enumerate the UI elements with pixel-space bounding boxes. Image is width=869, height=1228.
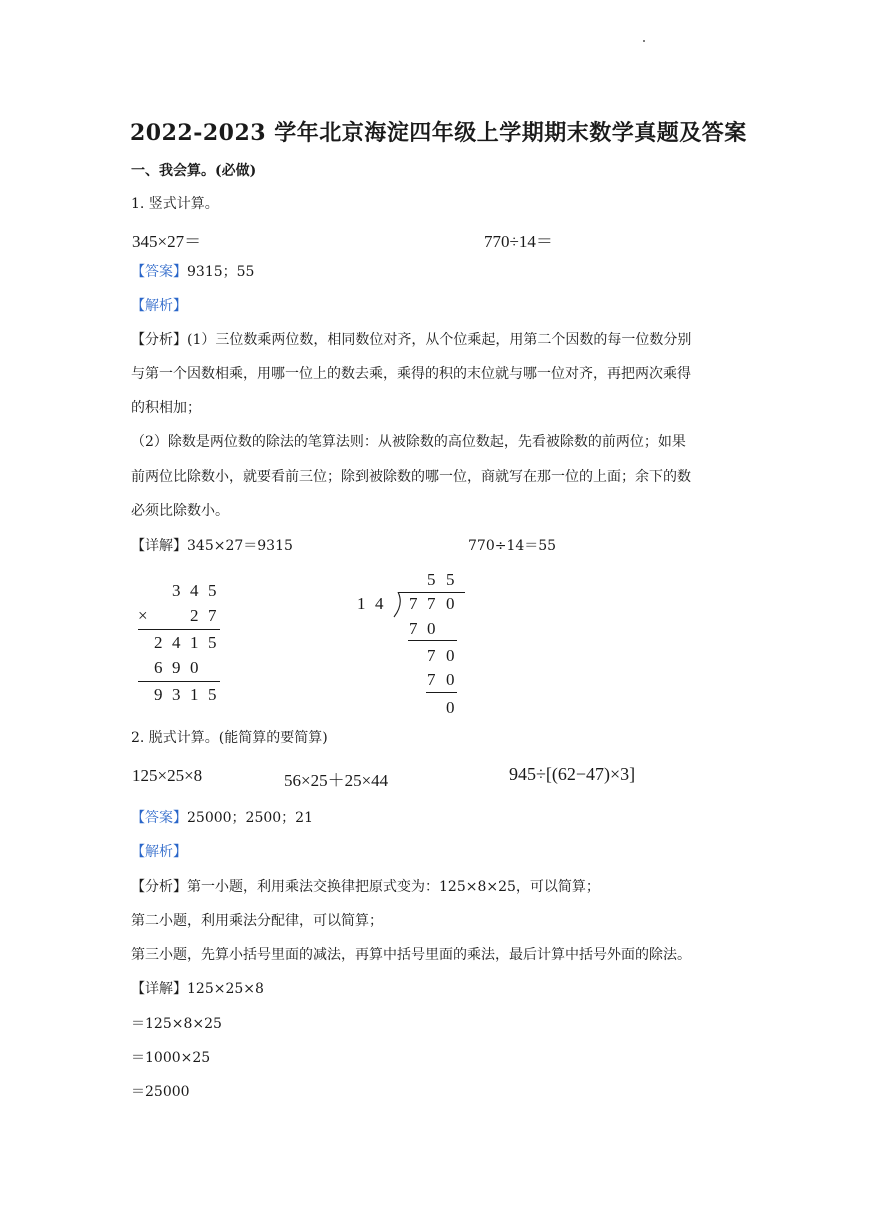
q2-analysis-line2: 第二小题，利用乘法分配律，可以简算； [131,913,383,929]
div-step-digit: 7 [409,619,418,638]
div-bracket-top [398,592,465,593]
q2-expr2: 56×25＋25×44 [284,771,389,790]
mult-digit: 5 [208,633,217,652]
div-step-digit: 0 [446,646,455,665]
div-dividend-digit: 7 [427,594,436,613]
div-quotient-digit: 5 [427,570,436,589]
analysis-text: 第一小题，利用乘法交换律把原式变为：125×8×25，可以简算； [187,879,600,895]
detail-tag: 【详解】 [131,538,187,554]
header-dot [643,40,645,42]
mult-digit: 2 [190,606,199,625]
div-quotient-digit: 5 [446,570,455,589]
mult-rule [138,629,220,630]
detail-text: 345×27＝9315 [187,538,293,554]
mult-operator: × [138,606,148,625]
q2-jiexi-tag: 【解析】 [131,844,187,860]
div-dividend-digit: 7 [409,594,418,613]
div-step-digit: 0 [427,619,436,638]
q1-analysis-line5: 前两位比除数小，就要看前三位；除到被除数的哪一位，商就写在那一位的上面；余下的数 [131,469,691,485]
answer-text: 25000；2500；21 [187,810,313,826]
q2-step3: ＝25000 [131,1084,190,1100]
q2-analysis-line1 [131,876,600,896]
detail-text: 125×25×8 [187,981,264,997]
q1-expr-div: 770÷14＝ [484,232,553,251]
q1-analysis-line2: 与第一个因数相乘，用哪一位上的数去乘，乘得的积的末位就与哪一位对齐，再把两次乘得 [131,366,691,382]
q2-expr3: 945÷[(62−47)×3] [509,764,636,784]
q1-analysis-line4: （2）除数是两位数的除法的笔算法则：从被除数的高位数起，先看被除数的前两位；如果 [131,434,686,450]
mult-digit: 4 [190,581,199,600]
q1-jiexi-tag: 【解析】 [131,298,187,314]
div-dividend-digit: 0 [446,594,455,613]
section-heading: 一、我会算。(必做) [131,163,257,179]
q1-detail [131,535,293,555]
mult-digit: 9 [172,658,181,677]
q1-detail-div: 770÷14＝55 [468,538,557,554]
mult-digit: 9 [154,685,163,704]
q2-expr1: 125×25×8 [132,766,203,785]
q2-answer [131,807,313,827]
mult-digit: 0 [190,658,199,677]
mult-digit: 6 [154,658,163,677]
page-title: 2022-2023 学年北京海淀四年级上学期期末数学真题及答案 [130,120,747,146]
analysis-tag: 【分析】 [131,332,187,348]
mult-digit: 1 [190,685,199,704]
q1-expr-mult: 345×27＝ [132,232,202,251]
q1-heading: 1. 竖式计算。 [131,196,219,212]
div-step-digit: 7 [427,670,436,689]
answer-tag: 【答案】 [131,264,187,280]
mult-rule [138,681,220,682]
mult-digit: 5 [208,685,217,704]
mult-digit: 4 [172,633,181,652]
div-divisor-digit: 4 [375,594,384,613]
div-bracket-curve [390,592,404,618]
analysis-text: (1）三位数乘两位数，相同数位对齐，从个位乘起，用第二个因数的每一位数分别 [187,332,692,348]
div-rule [408,640,457,641]
mult-digit: 3 [172,581,181,600]
mult-digit: 5 [208,581,217,600]
div-step-digit: 0 [446,670,455,689]
detail-tag: 【详解】 [131,981,187,997]
div-rule [426,692,457,693]
div-step-digit: 7 [427,646,436,665]
answer-text: 9315；55 [187,264,255,280]
analysis-tag: 【分析】 [131,879,187,895]
q2-step1: ＝125×8×25 [131,1016,222,1032]
q2-analysis-line3: 第三小题，先算小括号里面的减法，再算中括号里面的乘法，最后计算中括号外面的除法。 [131,947,691,963]
div-divisor-digit: 1 [357,594,366,613]
q1-analysis-line1 [131,329,691,349]
mult-digit: 7 [208,606,217,625]
mult-digit: 2 [154,633,163,652]
q2-heading: 2. 脱式计算。(能简算的要简算) [131,730,328,746]
mult-digit: 1 [190,633,199,652]
q2-step2: ＝1000×25 [131,1050,211,1066]
q2-detail [131,978,264,998]
div-remainder: 0 [446,698,455,717]
mult-digit: 3 [172,685,181,704]
q1-analysis-line3: 的积相加； [131,400,201,416]
q1-analysis-line6: 必须比除数小。 [131,503,229,519]
answer-tag: 【答案】 [131,810,187,826]
q1-answer [131,261,254,281]
